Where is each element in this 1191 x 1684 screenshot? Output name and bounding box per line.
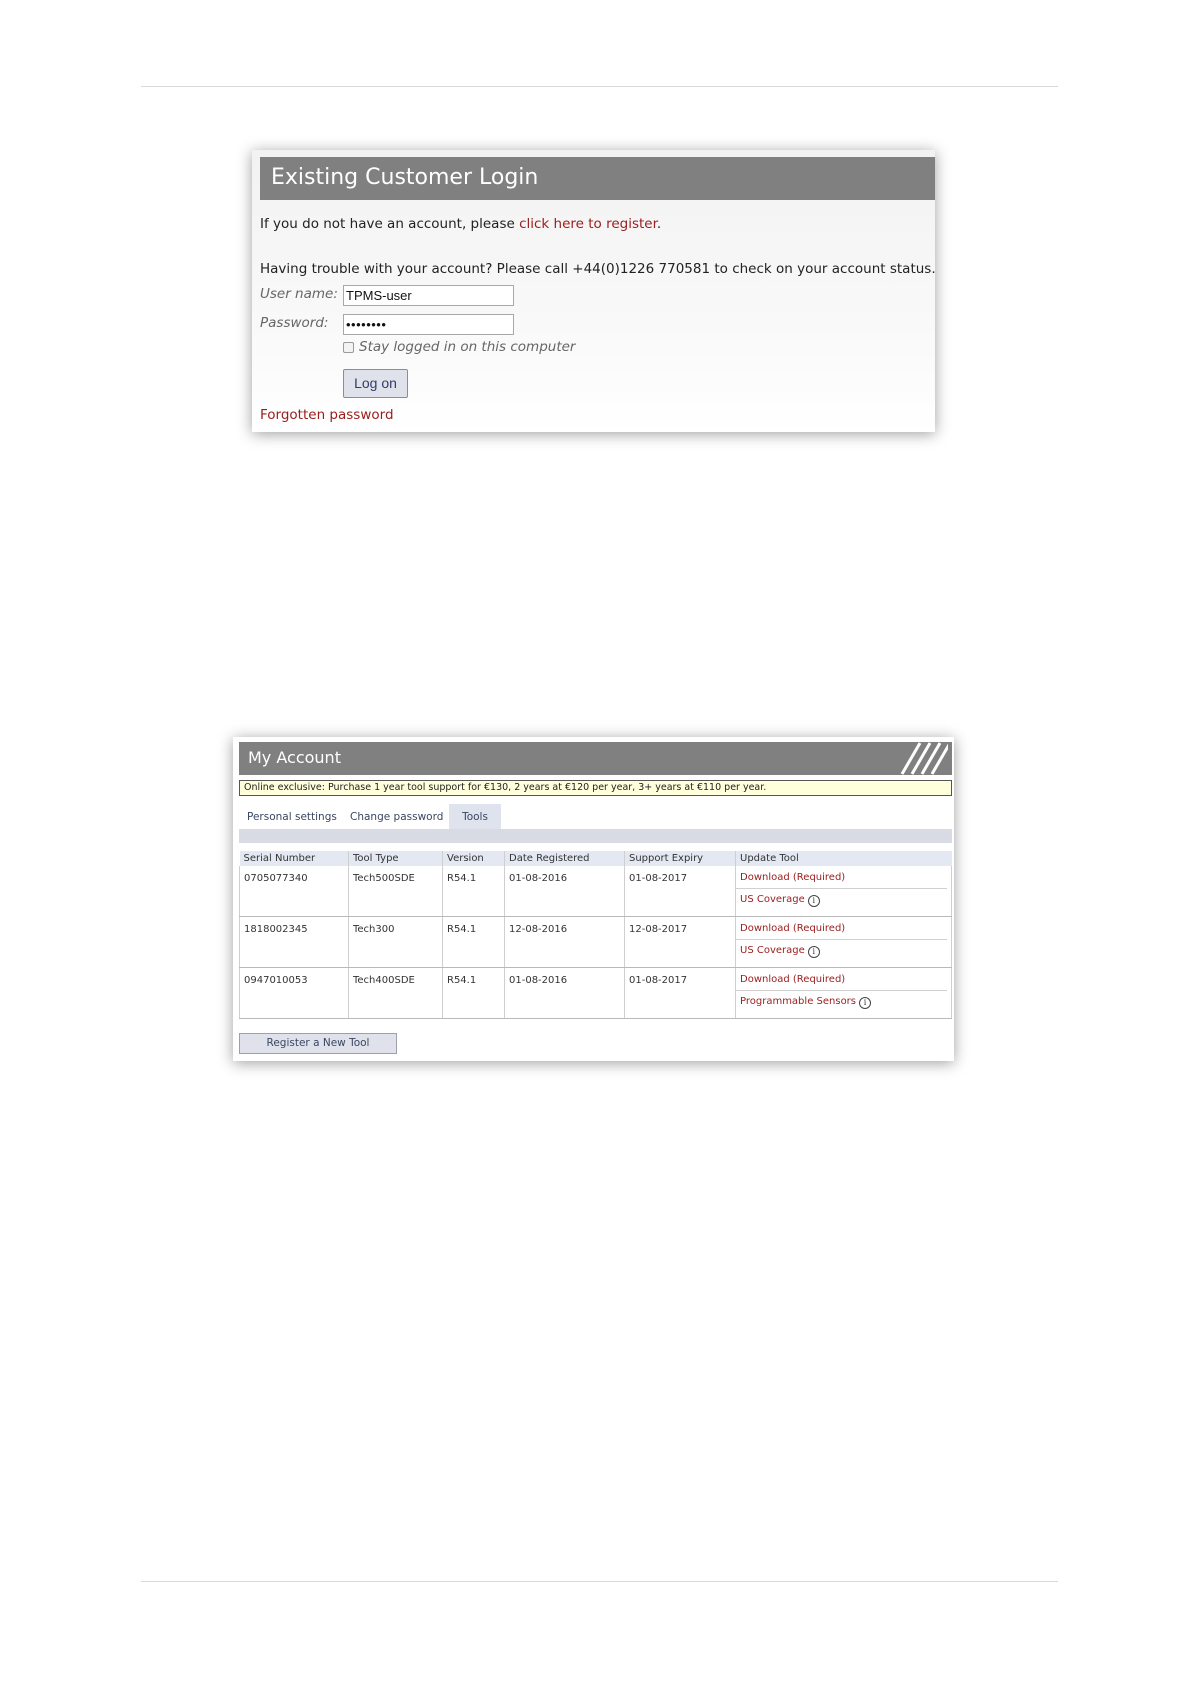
cell-serial: 1818002345	[240, 917, 349, 968]
programmable-sensors-link[interactable]: Programmable Sensors	[740, 996, 857, 1007]
table-header-row	[240, 851, 952, 866]
page-bottom-rule	[141, 1581, 1058, 1582]
cell-registered: 12-08-2016	[505, 917, 625, 968]
register-line	[260, 216, 661, 232]
cell-version: R54.1	[443, 866, 505, 917]
col-version: Version	[443, 851, 505, 866]
cell-expiry: 12-08-2017	[625, 917, 736, 968]
col-serial-number: Serial Number	[240, 851, 349, 866]
tools-table	[239, 851, 952, 1019]
tab-underline-bar	[239, 829, 952, 843]
username-label: User name:	[260, 286, 338, 302]
info-icon[interactable]: i	[808, 895, 820, 907]
login-title: Existing Customer Login	[260, 157, 935, 200]
cell-type: Tech400SDE	[349, 968, 443, 1019]
coverage-link[interactable]: US Coverage	[740, 945, 805, 956]
page-top-rule	[141, 86, 1058, 87]
tab-change-password[interactable]: Change password	[350, 811, 444, 823]
cell-type: Tech500SDE	[349, 866, 443, 917]
my-account-panel	[233, 737, 954, 1061]
login-panel	[252, 150, 935, 432]
cell-registered: 01-08-2016	[505, 866, 625, 917]
coverage-item	[736, 940, 951, 962]
stay-logged-checkbox[interactable]	[343, 342, 354, 353]
info-icon[interactable]: i	[808, 946, 820, 958]
info-icon[interactable]: i	[859, 997, 871, 1009]
cell-version: R54.1	[443, 917, 505, 968]
tab-tools[interactable]: Tools	[449, 804, 501, 829]
cell-type: Tech300	[349, 917, 443, 968]
forgotten-password-link[interactable]: Forgotten password	[260, 407, 394, 423]
table-row	[240, 917, 952, 968]
register-link[interactable]: click here to register	[519, 216, 657, 232]
register-suffix: .	[656, 216, 662, 232]
cell-serial: 0947010053	[240, 968, 349, 1019]
table-row	[240, 866, 952, 917]
cell-expiry: 01-08-2017	[625, 968, 736, 1019]
password-input[interactable]: ••••••••	[343, 314, 514, 335]
username-input[interactable]: TPMS-user	[343, 285, 514, 306]
download-link[interactable]: Download (Required)	[736, 866, 947, 889]
stay-logged-label: Stay logged in on this computer	[359, 339, 576, 355]
download-link[interactable]: Download (Required)	[736, 917, 947, 940]
cell-update	[736, 917, 952, 968]
promo-banner: Online exclusive: Purchase 1 year tool support for €130, 2 years at €120 per year, 3+ years at €110 per year.	[239, 780, 952, 796]
cell-serial: 0705077340	[240, 866, 349, 917]
coverage-link[interactable]: US Coverage	[740, 894, 805, 905]
decorative-stripes-icon	[896, 742, 948, 775]
register-prefix: If you do not have an account, please	[260, 216, 520, 232]
col-update-tool: Update Tool	[736, 851, 952, 866]
cell-expiry: 01-08-2017	[625, 866, 736, 917]
col-support-expiry: Support Expiry	[625, 851, 736, 866]
cell-registered: 01-08-2016	[505, 968, 625, 1019]
password-label: Password:	[260, 315, 329, 331]
cell-version: R54.1	[443, 968, 505, 1019]
download-link[interactable]: Download (Required)	[736, 968, 947, 991]
tab-personal-settings[interactable]: Personal settings	[247, 811, 337, 823]
account-title: My Account	[248, 748, 341, 767]
sensors-item	[736, 991, 951, 1013]
coverage-item	[736, 889, 951, 911]
trouble-text: Having trouble with your account? Please call +44(0)1226 770581 to check on your account status.	[260, 261, 936, 277]
account-title-bar	[239, 742, 952, 775]
log-on-button[interactable]: Log on	[343, 369, 408, 398]
cell-update	[736, 968, 952, 1019]
register-new-tool-button[interactable]: Register a New Tool	[239, 1033, 397, 1054]
table-row	[240, 968, 952, 1019]
col-tool-type: Tool Type	[349, 851, 443, 866]
cell-update	[736, 866, 952, 917]
col-date-registered: Date Registered	[505, 851, 625, 866]
